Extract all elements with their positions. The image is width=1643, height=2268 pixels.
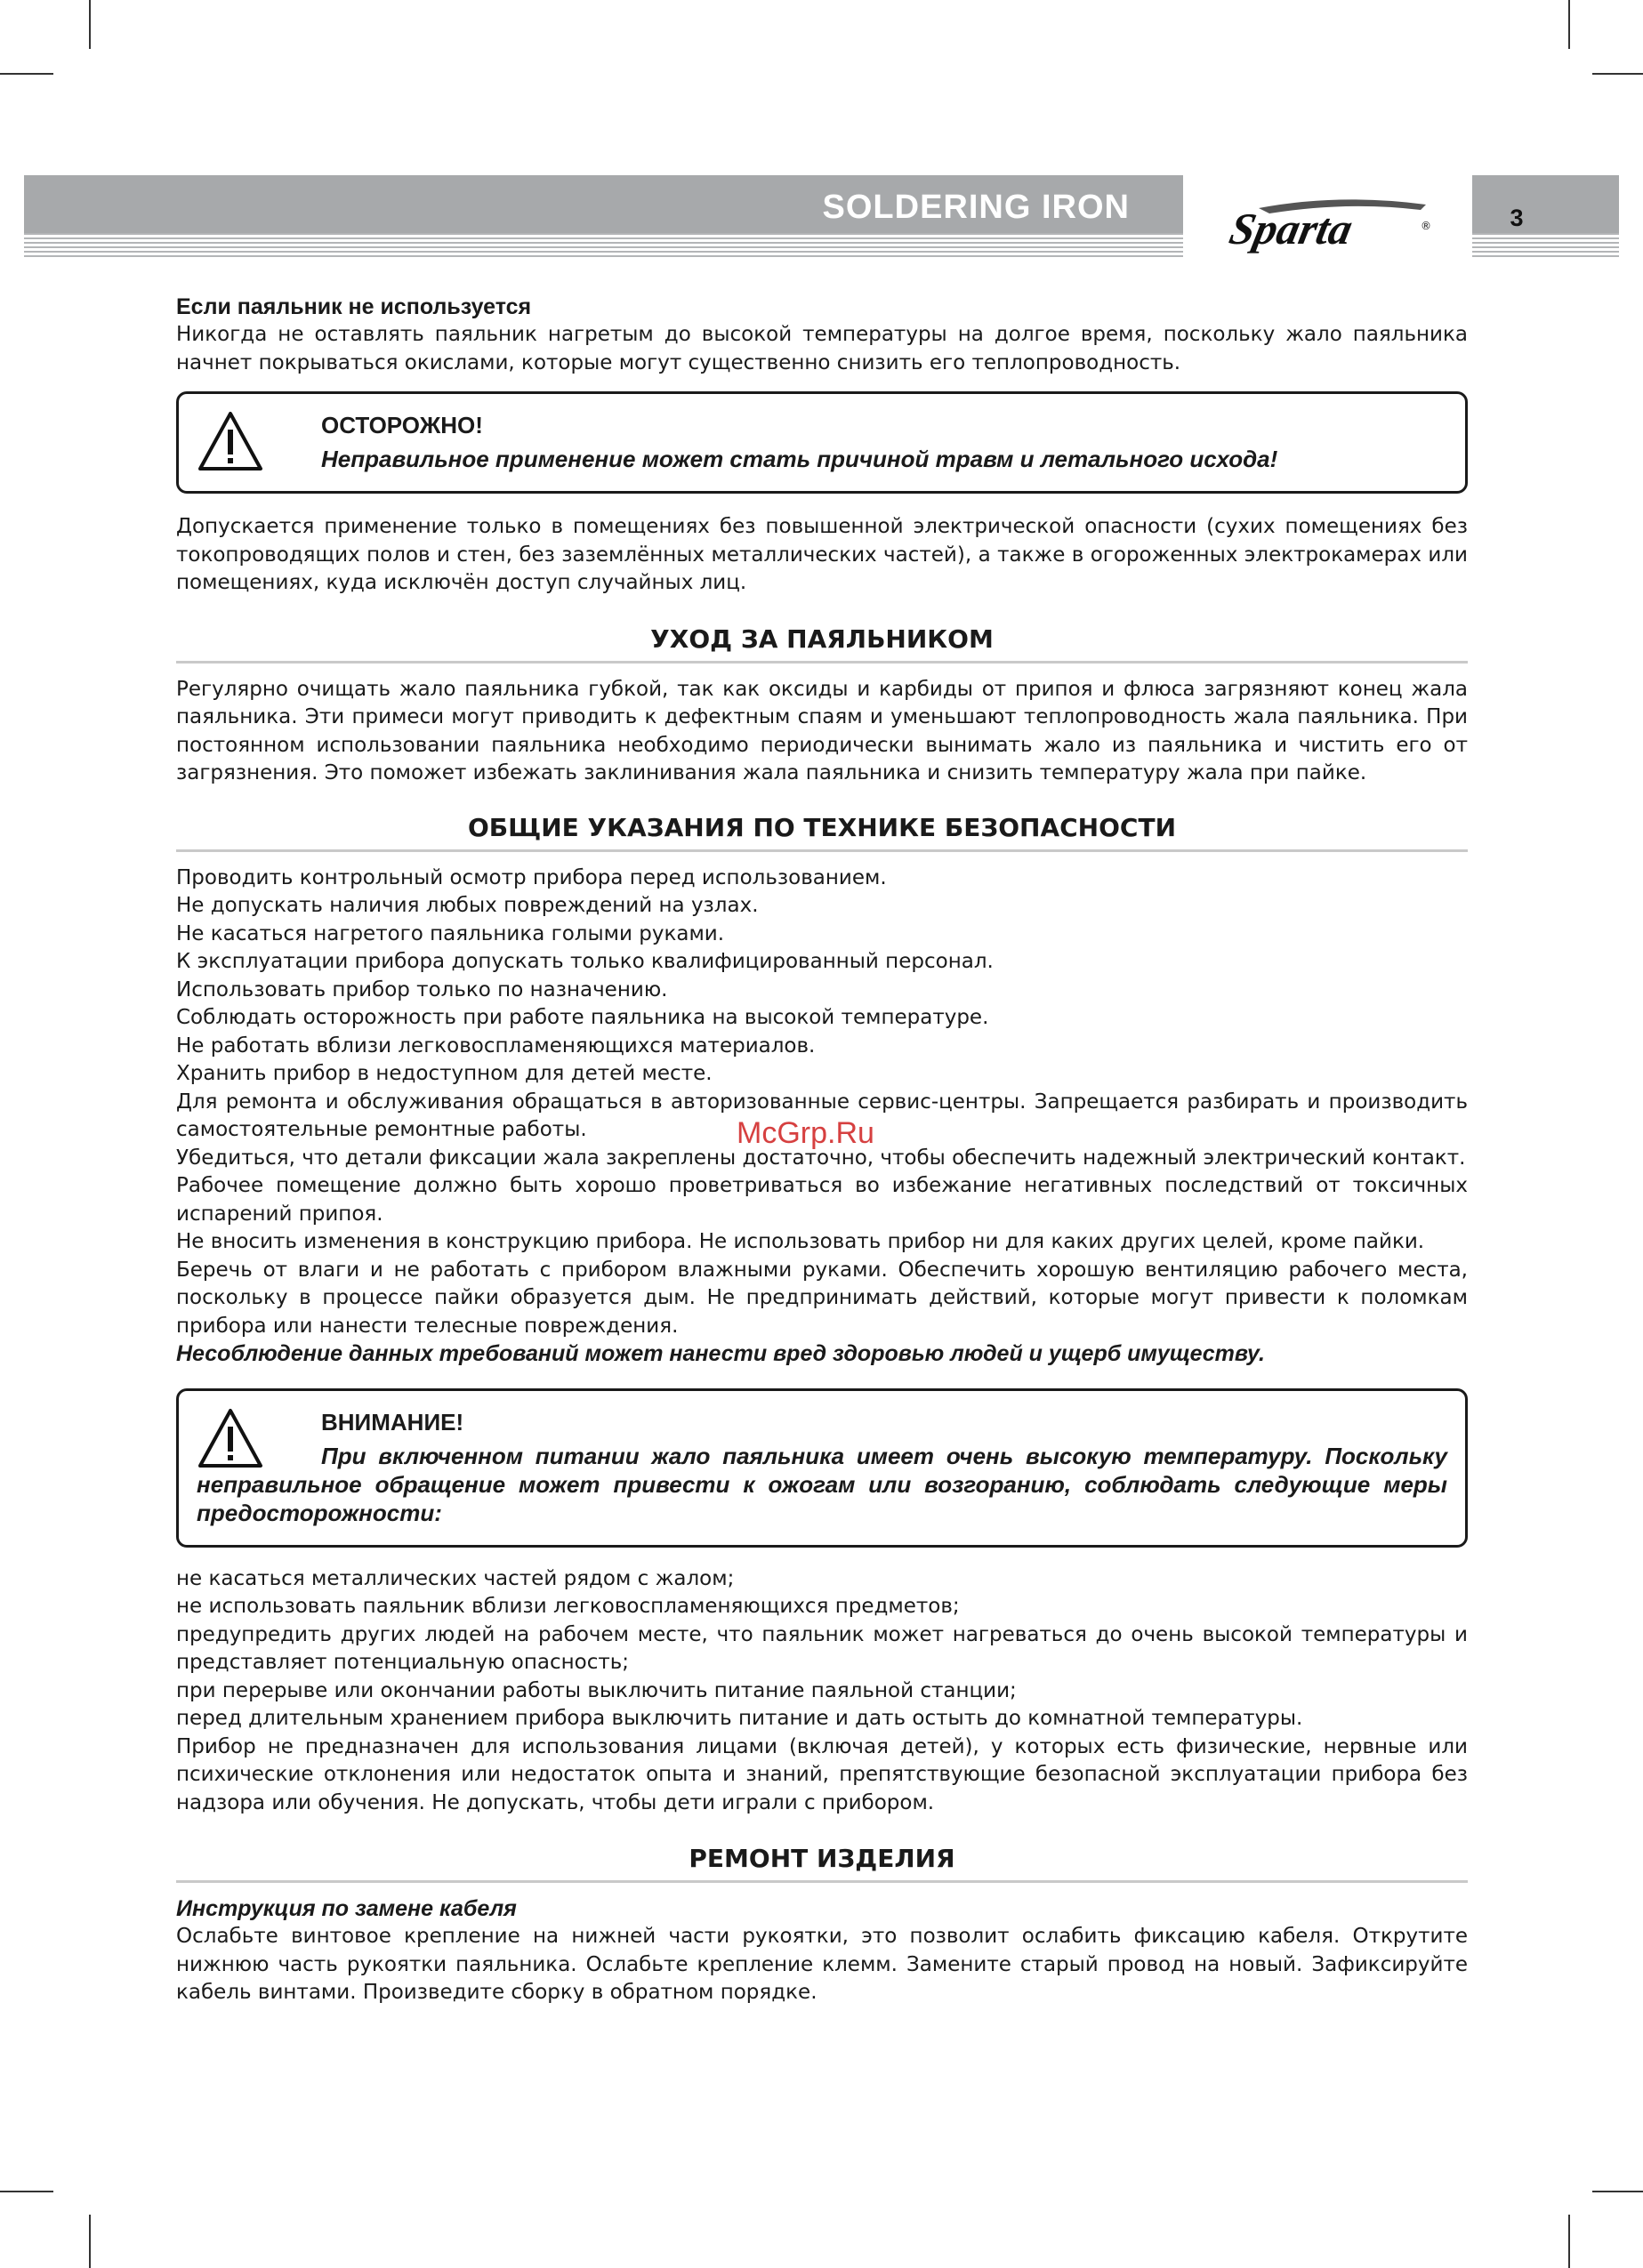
- list-item: не использовать паяльник вблизи легковоспламеняющихся предметов;: [176, 1595, 960, 1618]
- list-item: Не касаться нагретого паяльника голыми руками.: [176, 921, 725, 945]
- attention-box: [176, 1388, 1468, 1548]
- list-item: Убедиться, что детали фиксации жала закреплены достаточно, чтобы обеспечить надежный электрический контакт.: [176, 1146, 1466, 1170]
- list-item: не касаться металлических частей рядом с жалом;: [176, 1566, 735, 1590]
- safety-section-title: ОБЩИЕ УКАЗАНИЯ ПО ТЕХНИКЕ БЕЗОПАСНОСТИ: [176, 813, 1468, 852]
- warning-icon: [197, 410, 264, 472]
- caution-title: ОСТОРОЖНО!: [321, 412, 483, 438]
- sparta-logo: [1223, 189, 1437, 260]
- crop-mark: [1592, 2191, 1643, 2192]
- repair-text: Ослабьте винтовое крепление на нижней части рукоятки, это позволит ослабить фиксацию кабеля. Открутите нижнюю часть рукоятки паяльника. Ослабьте крепление клемм. Замените старый провод на новый. Зафиксируйте кабель винтами. Произведите сборку в обратном порядке.: [176, 1925, 1468, 2004]
- header-title: SOLDERING IRON: [822, 189, 1130, 226]
- safety-warning: Несоблюдение данных требований может нанести вред здоровью людей и ущерб имуществу.: [176, 1341, 1265, 1366]
- attention-text: При включенном питании жало паяльника имеет очень высокую температуру. Поскольку неправильное обращение может привести к ожогам или возгоранию, соблюдать следующие меры предосторожности:: [197, 1442, 1447, 1526]
- logo-registered-mark: ®: [1421, 220, 1431, 232]
- crop-mark: [89, 2215, 91, 2268]
- precautions-list: [176, 1565, 1468, 1818]
- caution-text: Неправильное применение может стать причиной травм и летального исхода!: [321, 446, 1278, 472]
- header-stripes: [24, 233, 1183, 260]
- care-text: Регулярно очищать жало паяльника губкой, так как оксиды и карбиды от припоя и флюса загрязняют конец жала паяльника. Эти примеси могут приводить к дефектным спаям и уменьшают теплопроводность жала паяльника. При постоянном использовании паяльника необходимо периодически вынимать жало из паяльника и чистить его от загрязнения. Это поможет избежать заклинивания жала паяльника и снизить температуру жала при пайке.: [176, 677, 1468, 784]
- logo-wordmark: Sparta: [1225, 204, 1357, 253]
- crop-mark: [1592, 73, 1643, 75]
- repair-section-title: РЕМОНТ ИЗДЕЛИЯ: [176, 1844, 1468, 1883]
- list-item: Не работать вблизи легковоспламеняющихся материалов.: [176, 1033, 816, 1058]
- safety-list: [176, 865, 1468, 1341]
- crop-mark: [1568, 0, 1570, 49]
- list-item: предупредить других людей на рабочем месте, что паяльник может нагреваться до очень высокой температуры и представляет потенциальную опасность;: [176, 1622, 1468, 1674]
- usage-text: Допускается применение только в помещениях без повышенной электрической опасности (сухих помещениях без токопроводящих полов и стен, без заземлённых металлических частей), а также в огороженных электрокамерах или помещениях, куда исключён доступ случайных лиц.: [176, 515, 1468, 594]
- caution-box: [176, 391, 1468, 494]
- list-item: Не вносить изменения в конструкцию прибора. Не использовать прибор ни для каких других целей, кроме пайки.: [176, 1230, 1425, 1253]
- crop-mark: [0, 73, 53, 75]
- attention-title: ВНИМАНИЕ!: [321, 1408, 464, 1436]
- watermark: McGrp.Ru: [737, 1116, 874, 1150]
- list-item: Соблюдать осторожность при работе паяльника на высокой температуре.: [176, 1006, 989, 1029]
- care-section-title: УХОД ЗА ПАЯЛЬНИКОМ: [176, 624, 1468, 664]
- list-item: Прибор не предназначен для использования лицами (включая детей), у которых есть физические, нервные или психические отклонения или недостаток опыта и знаний, препятствующие безопасной эксплуатации прибора без надзора или обучения. Не допускать, чтобы дети играли с прибором.: [176, 1734, 1468, 1814]
- list-item: при перерыве или окончании работы выключить питание паяльной станции;: [176, 1678, 1017, 1702]
- crop-mark: [0, 2191, 53, 2192]
- idle-text: Никогда не оставлять паяльник нагретым до высокой температуры на долгое время, поскольку жало паяльника начнет покрываться окислами, которые могут существенно снизить его теплопроводность.: [176, 323, 1468, 374]
- page-number-stripes: [1472, 233, 1619, 260]
- list-item: Хранить прибор в недоступном для детей месте.: [176, 1062, 713, 1085]
- list-item: Рабочее помещение должно быть хорошо проветриваться во избежание негативных последствий от токсичных испарений припоя.: [176, 1174, 1468, 1226]
- repair-subheading: Инструкция по замене кабеля: [176, 1896, 517, 1921]
- list-item: перед длительным хранением прибора выключить питание и дать остыть до комнатной температуры.: [176, 1707, 1303, 1730]
- list-item: Использовать прибор только по назначению.: [176, 977, 668, 1001]
- list-item: Для ремонта и обслуживания обращаться в авторизованные сервис-центры. Запрещается разбирать и производить самостоятельные ремонтные работы.: [176, 1090, 1468, 1141]
- page-number: 3: [1510, 205, 1524, 231]
- list-item: Не допускать наличия любых повреждений на узлах.: [176, 894, 759, 917]
- crop-mark: [89, 0, 91, 49]
- crop-mark: [1568, 2215, 1570, 2268]
- idle-heading: Если паяльник не используется: [176, 294, 532, 319]
- warning-icon: [197, 1407, 264, 1469]
- list-item: К эксплуатации прибора допускать только квалифицированный персонал.: [176, 950, 994, 973]
- list-item: Беречь от влаги и не работать с прибором влажными руками. Обеспечить хорошую вентиляцию рабочего места, поскольку в процессе пайки образуется дым. Не предпринимать действий, которые могут привести к поломкам прибора или нанести телесные повреждения.: [176, 1258, 1468, 1338]
- list-item: Проводить контрольный осмотр прибора перед использованием.: [176, 865, 887, 889]
